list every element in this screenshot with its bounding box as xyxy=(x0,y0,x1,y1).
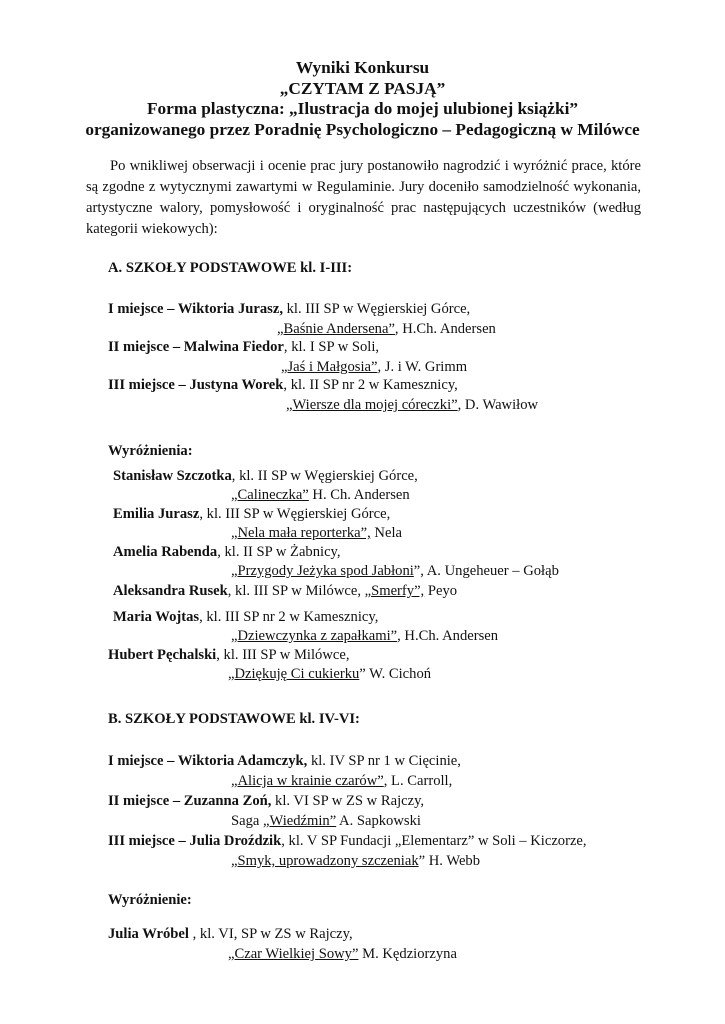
book-prefix: Saga xyxy=(231,813,264,829)
book-title: „Nela mała reporterka”, xyxy=(231,525,371,541)
place-label: I miejsce – Wiktoria Jurasz, xyxy=(108,301,283,317)
book-author: , H.Ch. Andersen xyxy=(394,321,496,337)
book-title: „Smyk, uprowadzony szczeniak xyxy=(231,853,419,869)
student-name: Julia Wróbel xyxy=(108,926,189,942)
school: , kl. III SP w Milówce, xyxy=(216,647,350,663)
school: kl. III SP w Węgierskiej Górce, xyxy=(282,301,471,317)
place-label: III miejsce – Julia Droździk xyxy=(108,833,282,849)
book-title: „Wiersze dla mojej córeczki” xyxy=(286,397,458,413)
section-b-heading: B. SZKOŁY PODSTAWOWE kl. IV-VI: xyxy=(108,711,360,727)
book-title: „Smerfy”, xyxy=(364,583,425,599)
place-entry xyxy=(108,752,461,770)
book-line xyxy=(281,358,467,376)
book-title: „Calineczka” xyxy=(231,487,309,503)
school: , kl. II SP w Żabnicy, xyxy=(217,544,341,560)
book-line xyxy=(231,627,498,645)
school: , kl. II SP nr 2 w Kamesznicy, xyxy=(283,377,458,393)
school: , kl. III SP w Węgierskiej Górce, xyxy=(199,506,391,522)
book-line xyxy=(231,812,421,830)
school: kl. IV SP nr 1 w Cięcinie, xyxy=(307,753,461,769)
document-title xyxy=(0,58,725,140)
book-author: ” W. Cichoń xyxy=(359,666,432,682)
book-author: ” H. Webb xyxy=(418,853,481,869)
student-name: Amelia Rabenda xyxy=(113,544,218,560)
student-name: Emilia Jurasz xyxy=(113,506,200,522)
book-title: „Dziękuję Ci cukierku xyxy=(228,666,360,682)
student-name: Stanisław Szczotka xyxy=(113,468,232,484)
book-line xyxy=(231,772,452,790)
school: , kl. V SP Fundacji „Elementarz” w Soli – Kiczorze, xyxy=(281,833,587,849)
intro-paragraph: Po wnikliwej obserwacji i ocenie prac jury postanowiło nagrodzić i wyróżnić prace, które są zgodne z wytycznymi zawartymi w Regulaminie. Jury doceniło samodzielność wykonania, artystyczne walory, pomysłowość i oryginalność prac następujących uczestników (według kategorii wiekowych): xyxy=(86,158,641,237)
distinction-entry xyxy=(113,543,341,561)
school: , kl. III SP w Milówce, xyxy=(227,583,365,599)
book-line xyxy=(228,665,431,683)
book-author: Peyo xyxy=(424,583,458,599)
book-author: ”, A. Ungeheuer – Gołąb xyxy=(413,563,559,579)
book-author: M. Kędziorzyna xyxy=(358,946,457,962)
student-name: Maria Wojtas xyxy=(113,609,200,625)
school: kl. VI SP w ZS w Rajczy, xyxy=(271,793,425,809)
place-label: II miejsce – Malwina Fiedor xyxy=(108,339,284,355)
book-author: Nela xyxy=(370,525,402,541)
book-title: „Przygody Jeżyka spod Jabłoni xyxy=(231,563,414,579)
distinction-entry xyxy=(108,925,353,943)
book-author: , D. Wawiłow xyxy=(457,397,539,413)
title-line-4: organizowanego przez Poradnię Psychologiczno – Pedagogiczną w Milówce xyxy=(85,119,640,139)
school: , kl. I SP w Soli, xyxy=(283,339,380,355)
book-author: , H.Ch. Andersen xyxy=(397,628,499,644)
book-author: A. Sapkowski xyxy=(336,813,421,829)
book-title: „Baśnie Andersena” xyxy=(277,321,395,337)
book-line xyxy=(286,396,538,414)
book-author: H. Ch. Andersen xyxy=(308,487,410,503)
book-line xyxy=(228,945,457,963)
distinction-entry xyxy=(113,467,418,485)
school: , kl. III SP nr 2 w Kamesznicy, xyxy=(199,609,379,625)
title-line-2: „CZYTAM Z PASJĄ” xyxy=(279,78,446,98)
place-entry xyxy=(108,376,458,394)
book-author: , L. Carroll, xyxy=(383,773,453,789)
book-line xyxy=(231,852,480,870)
book-author: , J. i W. Grimm xyxy=(377,359,468,375)
title-line-3: Forma plastyczna: „Ilustracja do mojej ulubionej książki” xyxy=(146,99,579,118)
distinction-entry xyxy=(108,646,349,664)
book-line xyxy=(277,320,496,338)
distinctions-heading: Wyróżnienia: xyxy=(108,443,193,459)
place-entry xyxy=(108,832,587,850)
book-title: „Jaś i Małgosia” xyxy=(281,359,378,375)
title-line-1: Wyniki Konkursu xyxy=(295,58,430,77)
distinction-entry xyxy=(113,505,390,523)
school: , kl. II SP w Węgierskiej Górce, xyxy=(231,468,418,484)
distinction-entry xyxy=(113,582,457,600)
book-title: „Dziewczynka z zapałkami” xyxy=(231,628,398,644)
student-name: Hubert Pęchalski xyxy=(108,647,217,663)
place-label: I miejsce – Wiktoria Adamczyk, xyxy=(108,753,308,769)
book-line xyxy=(231,524,402,542)
place-entry xyxy=(108,300,470,318)
book-line xyxy=(231,562,559,580)
book-title: „Wiedźmin” xyxy=(263,813,337,829)
student-name: Aleksandra Rusek xyxy=(113,583,228,599)
distinction-heading: Wyróżnienie: xyxy=(108,892,192,908)
book-title: „Alicja w krainie czarów” xyxy=(231,773,384,789)
distinction-entry xyxy=(113,608,378,626)
place-entry xyxy=(108,338,379,356)
place-label: III miejsce – Justyna Worek xyxy=(108,377,284,393)
place-entry xyxy=(108,792,424,810)
book-title: „Czar Wielkiej Sowy” xyxy=(228,946,359,962)
school: , kl. VI, SP w ZS w Rajczy, xyxy=(188,926,353,942)
section-a-heading: A. SZKOŁY PODSTAWOWE kl. I-III: xyxy=(108,260,353,276)
book-line xyxy=(231,486,410,504)
place-label: II miejsce – Zuzanna Zoń, xyxy=(108,793,272,809)
